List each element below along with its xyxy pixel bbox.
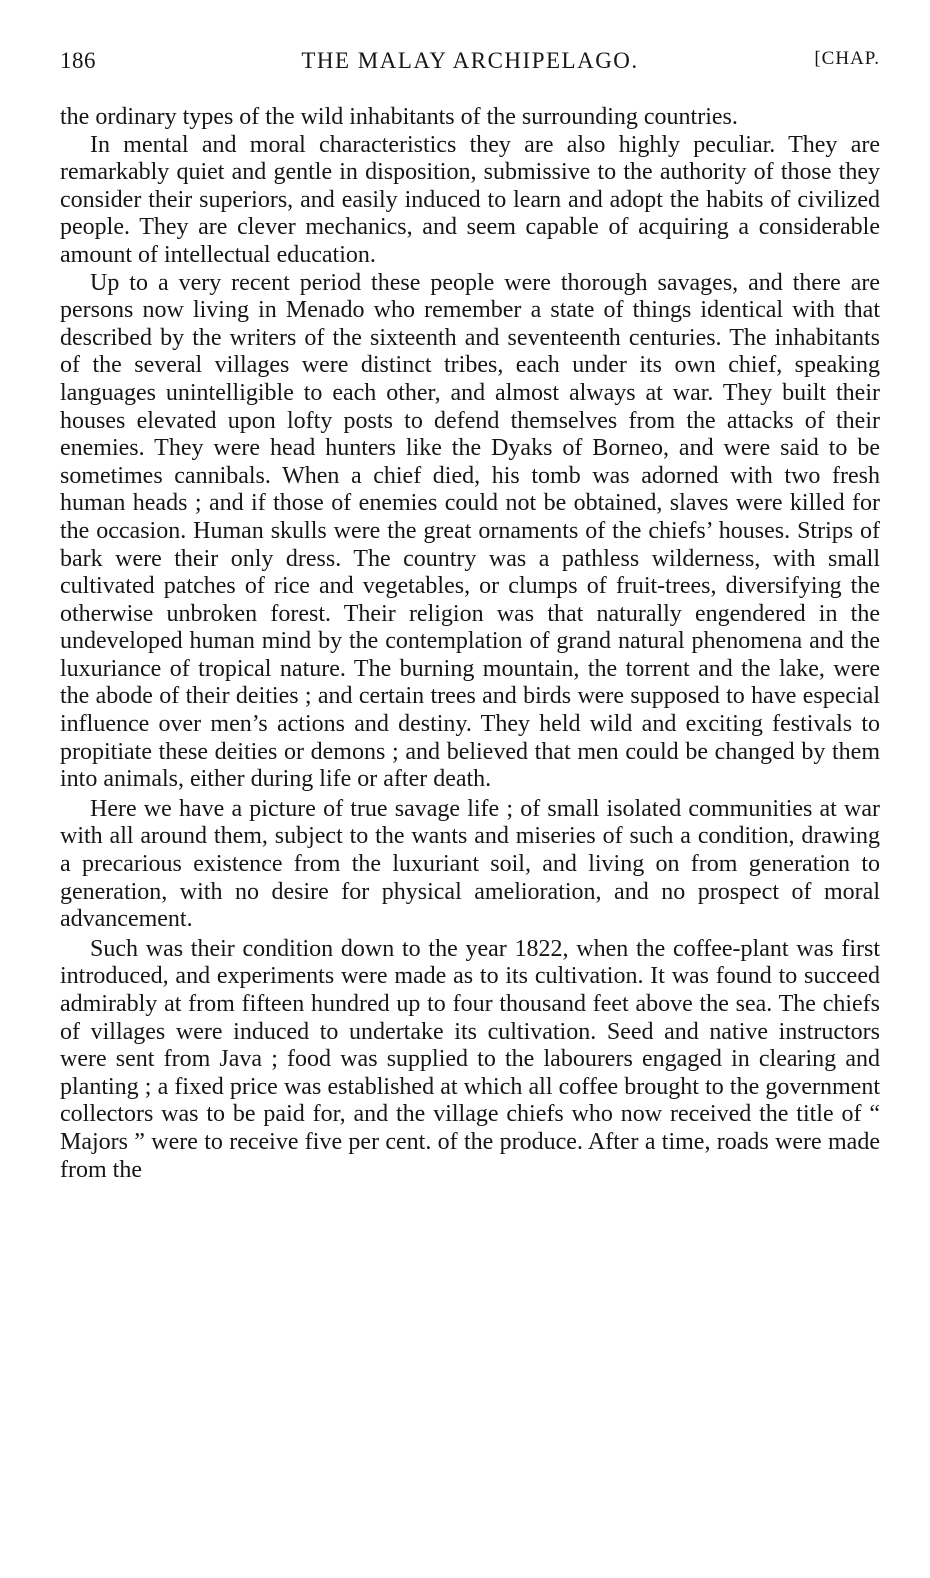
paragraph-savage-life: Here we have a picture of true savage life ; of small isolated communities at war with all around them, subject to the wants and miseries of such a condition, drawing a precarious existence from the luxuriant soil, and living on from generation to generation, with no desire for physical amelioration, and no prospect of moral advancement. xyxy=(60,795,880,933)
running-title: THE MALAY ARCHIPELAGO. xyxy=(301,48,639,73)
paragraph-coffee: Such was their condition down to the year 1822, when the coffee-plant was first introduced, and experiments were made as to its cultivation. It was found to succeed admirably at from fifteen hundred up to four thousand feet above the sea. The chiefs of villages were induced to undertake its cultivation. Seed and native instructors were sent from Java ; food was supplied to the labourers engaged in clearing and planting ; a fixed price was established at which all coffee brought to the government collectors was to be paid for, and the village chiefs who now received the title of “ Majors ” were to receive five per cent. of the produce. After a time, roads were made from the xyxy=(60,935,880,1183)
page-header xyxy=(60,48,880,82)
body-text xyxy=(60,104,880,1184)
paragraph-savages: Up to a very recent period these people were thorough savages, and there are persons now living in Menado who remember a state of things identical with that described by the writers of the sixteenth and seventeenth centuries. The inhabitants of the several villages were distinct tribes, each under its own chief, speaking languages unintelligible to each other, and almost always at war. They built their houses elevated upon lofty posts to defend themselves from the attacks of their enemies. They were head hunters like the Dyaks of Borneo, and were said to be sometimes cannibals. When a chief died, his tomb was adorned with two fresh human heads ; and if those of enemies could not be obtained, slaves were killed for the occasion. Human skulls were the great ornaments of the chiefs’ houses. Strips of bark were their only dress. The country was a pathless wilderness, with small cultivated patches of rice and vegetables, or clumps of fruit-trees, diversifying the otherwise unbroken forest. Their religion was that naturally engendered in the undeveloped human mind by the contemplation of grand natural phenomena and the luxuriance of tropical nature. The burning mountain, the torrent and the lake, were the abode of their deities ; and certain trees and birds were supposed to have especial influence over men’s actions and destiny. They held wild and exciting festivals to propitiate these deities or demons ; and believed that men could be changed by them into animals, either during life or after death. xyxy=(60,269,880,793)
paragraph-mental-moral: In mental and moral characteristics they are also highly peculiar. They are remarkably quiet and gentle in disposition, submissive to the authority of those they consider their superiors, and easily induced to learn and adopt the habits of civilized people. They are clever mechanics, and seem capable of acquiring a considerable amount of intellectual education. xyxy=(60,131,880,268)
page-number: 186 xyxy=(60,48,96,73)
paragraph-continuation: the ordinary types of the wild inhabitants of the surrounding countries. xyxy=(60,104,738,130)
chapter-mark: [CHAP. xyxy=(814,48,880,69)
